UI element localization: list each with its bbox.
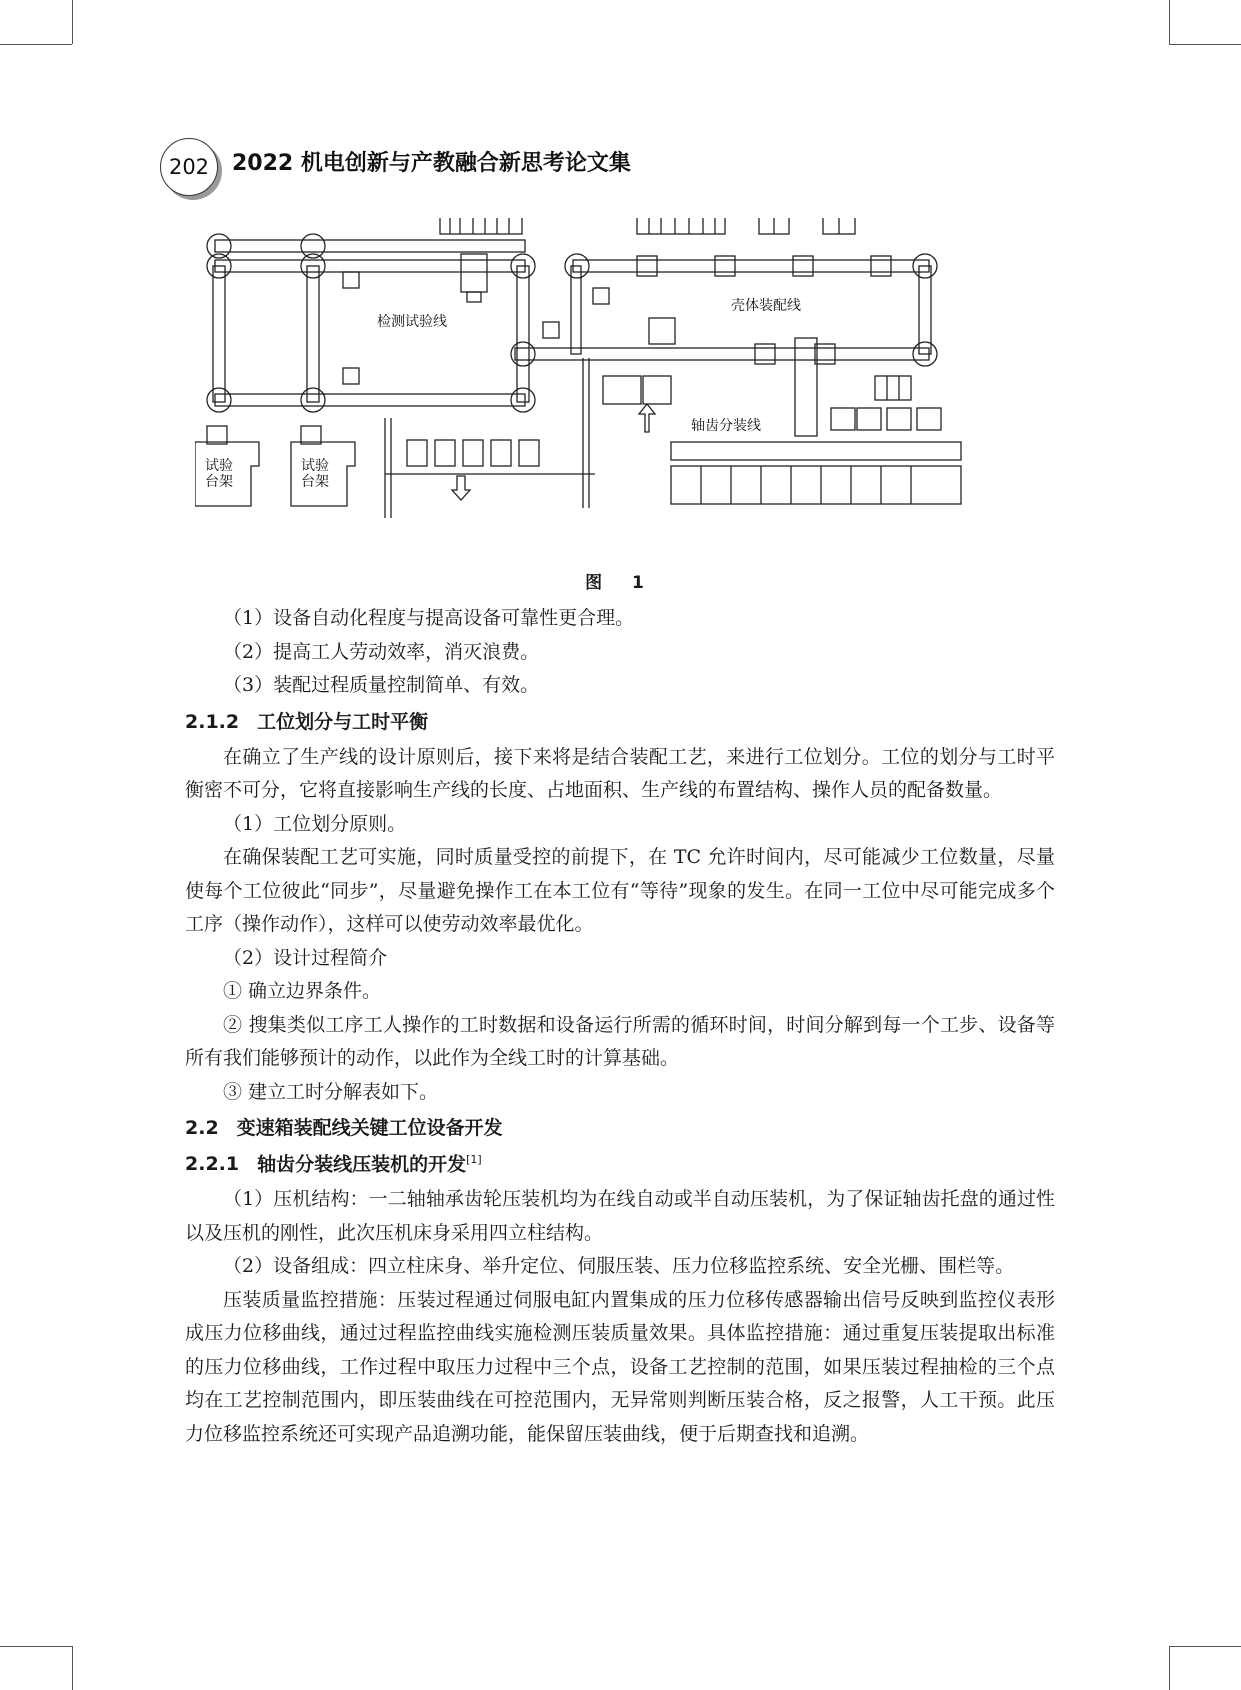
crop-mark [72,1646,73,1690]
crop-mark [1169,1646,1170,1690]
label-rig-2a: 试验 [301,458,329,474]
paragraph: 在确保装配工艺可实施，同时质量受控的前提下，在 TC 允许时间内，尽可能减少工位数量，尽量使每个工位彼此“同步”，尽量避免操作工在本工位有“等待”现象的发生。在同一工位中尽可能完成多个工序（操作动作），这样可以使劳动效率最优化。 [185,846,1055,935]
principle-item: （2）提高工人劳动效率，消灭浪费。 [223,640,540,663]
paragraph: （1）工位划分原则。 [223,812,407,835]
crop-mark [0,44,72,45]
section-title: 变速箱装配线关键工位设备开发 [236,1117,503,1139]
paragraph: （2）设备组成：四立柱床身、举升定位、伺服压装、压力位移监控系统、安全光栅、围栏等。 [223,1255,1015,1278]
label-gear-line: 轴齿分装线 [691,418,761,434]
body-text [185,602,1055,1451]
layout-figure [195,218,1055,554]
label-test-line: 检测试验线 [377,314,447,330]
crop-mark [1169,0,1170,44]
layout-diagram [195,218,1055,554]
paragraph: 压装质量监控措施：压装过程通过伺服电缸内置集成的压力位移传感器输出信号反映到监控仪表形成压力位移曲线，通过过程监控曲线实施检测压装质量效果。具体监控措施：通过重复压装提取出标准的压力位移曲线，工作过程中取压力过程中三个点，设备工艺控制的范围，如果压装过程抽检的三个点均在工艺控制范围内，即压装曲线在可控范围内，无异常则判断压装合格，反之报警，人工干预。此压力位移监控系统还可实现产品追溯功能，能保留压装曲线，便于后期查找和追溯。 [185,1288,1055,1445]
reference-marker: [1] [466,1153,482,1166]
label-rig-1a: 试验 [205,458,233,474]
section-title: 工位划分与工时平衡 [257,710,429,733]
principle-item: （1）设备自动化程度与提高设备可靠性更合理。 [223,607,635,629]
section-number: 2.2 [185,1117,219,1139]
running-title: 2022 机电创新与产教融合新思考论文集 [232,151,631,176]
paragraph: ① 确立边界条件。 [223,980,382,1002]
paragraph: 在确立了生产线的设计原则后，接下来将是结合装配工艺，来进行工位划分。工位的划分与工时平衡密不可分，它将直接影响生产线的长度、占地面积、生产线的布置结构、操作人员的配备数量。 [185,745,1055,801]
crop-mark [1169,44,1241,45]
crop-mark [0,1646,72,1647]
crop-mark [1169,1646,1241,1647]
crop-mark [72,0,73,44]
label-rig-1b: 台架 [205,474,233,490]
page-number: 202 [160,138,218,196]
section-heading-2-1-2 [185,709,1055,735]
section-heading-2-2 [185,1115,1055,1141]
section-title: 轴齿分装线压装机的开发 [257,1153,467,1176]
paragraph: （2）设计过程简介 [223,946,388,969]
paragraph: ③ 建立工时分解表如下。 [223,1080,439,1103]
paragraph: ② 搜集类似工序工人操作的工时数据和设备运行所需的循环时间，时间分解到每一个工步、设备等所有我们能够预计的动作，以此作为全线工时的计算基础。 [185,1013,1055,1069]
principle-item: （3）装配过程质量控制简单、有效。 [223,674,540,696]
section-heading-2-2-1 [185,1147,1055,1177]
section-number: 2.2.1 [185,1153,240,1176]
label-housing-line: 壳体装配线 [731,298,801,314]
label-rig-2b: 台架 [301,474,329,490]
section-number: 2.1.2 [185,710,240,733]
paragraph: （1）压机结构：一二轴轴承齿轮压装机均为在线自动或半自动压装机，为了保证轴齿托盘的通过性以及压机的刚性，此次压机床身采用四立柱结构。 [185,1188,1055,1244]
figure-caption: 图 1 [585,573,656,593]
